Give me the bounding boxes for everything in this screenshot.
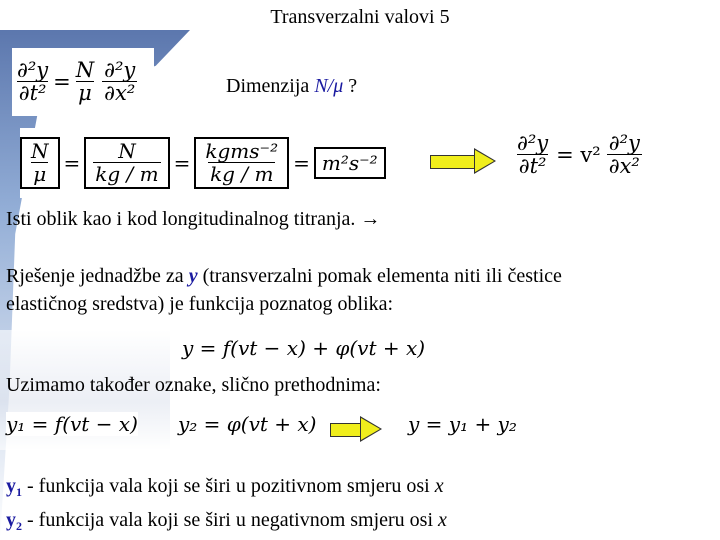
y-sum: y = y₁ + y₂ [408, 412, 517, 436]
dimension-equation: $\frac{N}{\mu}$ = $\frac{N}{kg / m}$ = $\frac{\text{kgms⁻²}}{kg / m}$ = m²s⁻² [20, 128, 412, 198]
arrow-right-icon [430, 150, 496, 172]
wave-equation: $\frac{\text{∂²y}}{\text{∂t²}}$ = $\frac{N}{\mu}$ $\frac{\text{∂²y}}{\text{∂x²}}$ [12, 48, 154, 116]
y2-definition: y₂ = φ(vt + x) [178, 412, 317, 436]
dimension-question: Dimenzija N/μ ? [226, 75, 358, 97]
wave-equation-v: $\frac{\text{∂²y}}{\text{∂t²}}$ = v² $\frac{\text{∂²y}}{\text{∂x²}}$ [517, 131, 640, 179]
also-label: Uzimamo također oznake, slično prethodnima: [6, 374, 381, 396]
footer-definitions [6, 472, 447, 540]
general-solution: y = f(vt − x) + φ(vt + x) [182, 336, 426, 360]
same-form-line: Isti oblik kao i kod longitudinalnog titranja. → [6, 208, 381, 230]
y1-description: $y_1$ - funkcija vala koji se širi u pozitivnom smjeru osi x [6, 475, 444, 500]
slide-title: Transverzalni valovi 5 [270, 6, 450, 28]
y1-definition: y₁ = f(vt − x) [6, 412, 138, 436]
y2-description: $y_2$ - funkcija vala koji se širi u negativnom smjeru osi x [6, 509, 447, 534]
arrow-right-icon [330, 418, 380, 440]
solution-paragraph: Rješenje jednadžbe za y (transverzalni pomak elementa niti ili čestice elastičnog sredstva) je funkcija poznatog oblika: [6, 265, 562, 315]
